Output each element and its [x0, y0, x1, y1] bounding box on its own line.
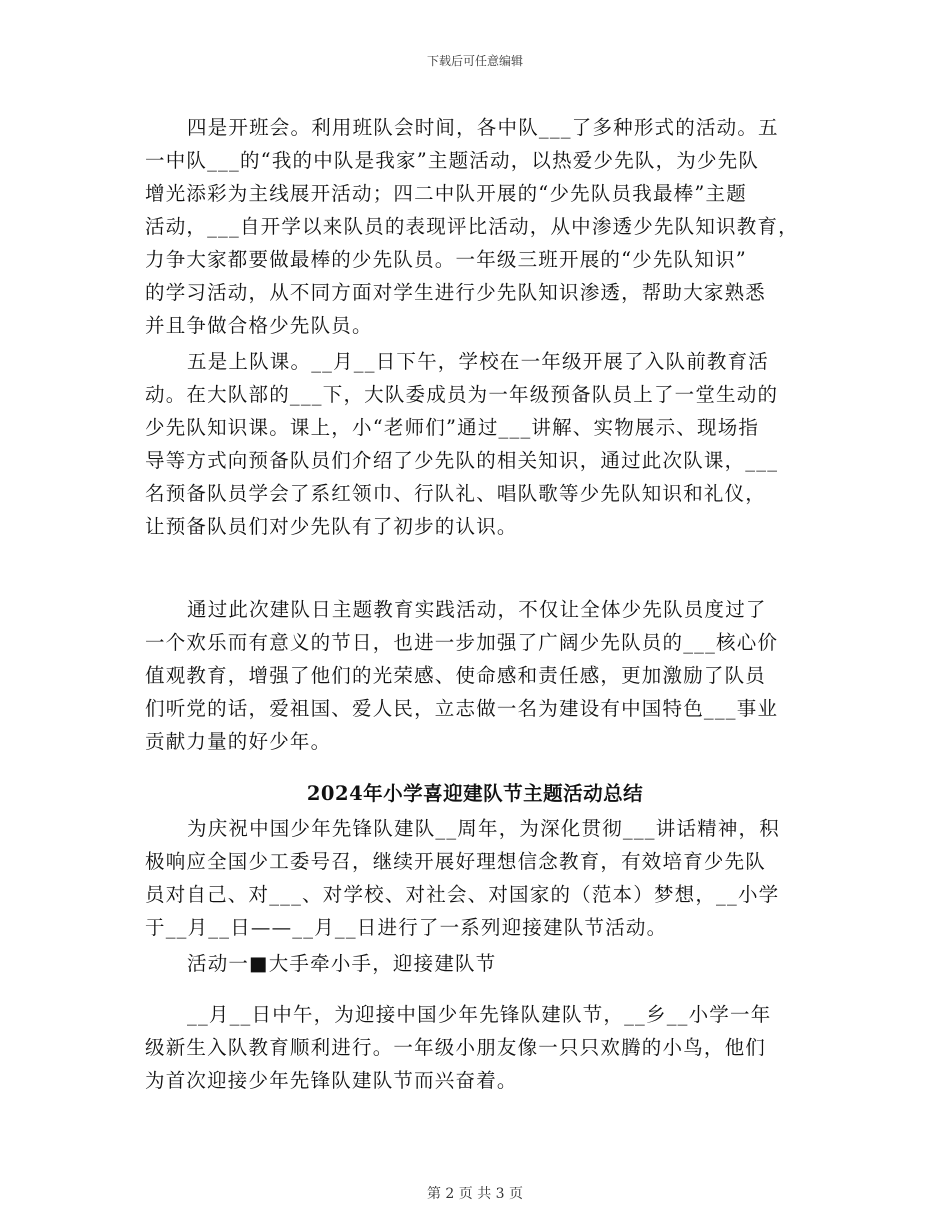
- page-header: 下载后可任意编辑: [426, 54, 523, 68]
- paragraph-line: 值观教育，增强了他们的光荣感、使命感和责任感，更加激励了队员: [145, 664, 767, 687]
- paragraph-line: 通过此次建队日主题教育实践活动，不仅让全体少先队员度过了: [187, 598, 767, 621]
- paragraph-line: 导等方式向预备队员们介绍了少先队的相关知识，通过此次队课，___: [145, 449, 779, 472]
- paragraph-line: __月__日中午，为迎接中国少年先锋队建队节，__乡__小学一年: [187, 1003, 772, 1026]
- paragraph-line: 动。在大队部的___下，大队委成员为一年级预备队员上了一堂生动的: [145, 383, 779, 406]
- page-footer: 第 2 页 共 3 页: [426, 1186, 524, 1202]
- paragraph-line: 让预备队员们对少先队有了初步的认识。: [145, 515, 518, 538]
- paragraph-line: 于__月__日——__月__日进行了一系列迎接建队节活动。: [145, 916, 668, 939]
- activity-heading: 活动一■大手牵小手，迎接建队节: [187, 952, 497, 975]
- paragraph-line: 级新生入队教育顺利进行。一年级小朋友像一只只欢腾的小鸟，他们: [145, 1036, 767, 1059]
- paragraph-line: 四是开班会。利用班队会时间，各中队___了多种形式的活动。五: [187, 116, 779, 139]
- paragraph-line: 力争大家都要做最棒的少先队员。一年级三班开展的“少先队知识”: [145, 248, 747, 271]
- paragraph-line: 增光添彩为主线展开活动；四二中队开展的“少先队员我最棒”主题: [145, 182, 747, 205]
- paragraph-line: 名预备队员学会了系红领巾、行队礼、唱队歌等少先队知识和礼仪，: [145, 482, 767, 505]
- paragraph-line: 的学习活动，从不同方面对学生进行少先队知识渗透，帮助大家熟悉: [145, 281, 767, 304]
- section-title: 2024年小学喜迎建队节主题活动总结: [306, 782, 644, 805]
- paragraph-line: 一个欢乐而有意义的节日，也进一步加强了广阔少先队员的___核心价: [145, 631, 779, 654]
- paragraph-line: 一中队___的“我的中队是我家”主题活动，以热爱少先队，为少先队: [145, 149, 760, 172]
- paragraph-line: 为庆祝中国少年先锋队建队__周年，为深化贯彻___讲话精神，积: [187, 817, 780, 840]
- paragraph-line: 为首次迎接少年先锋队建队节而兴奋着。: [145, 1069, 518, 1092]
- paragraph-line: 并且争做合格少先队员。: [145, 314, 373, 337]
- paragraph-line: 贡献力量的好少年。: [145, 730, 332, 753]
- paragraph-line: 少先队知识课。课上，小“老师们”通过___讲解、实物展示、现场指: [145, 416, 760, 439]
- paragraph-line: 活动，___自开学以来队员的表现评比活动，从中渗透少先队知识教育，: [145, 215, 799, 238]
- paragraph-line: 极响应全国少工委号召，继续开展好理想信念教育，有效培育少先队: [145, 850, 767, 873]
- paragraph-line: 五是上队课。__月__日下午，学校在一年级开展了入队前教育活: [187, 350, 770, 373]
- paragraph-line: 们听党的话，爱祖国、爱人民，立志做一名为建设有中国特色___事业: [145, 697, 779, 720]
- paragraph-line: 员对自己、对___、对学校、对社会、对国家的（范本）梦想，__小学: [145, 883, 780, 906]
